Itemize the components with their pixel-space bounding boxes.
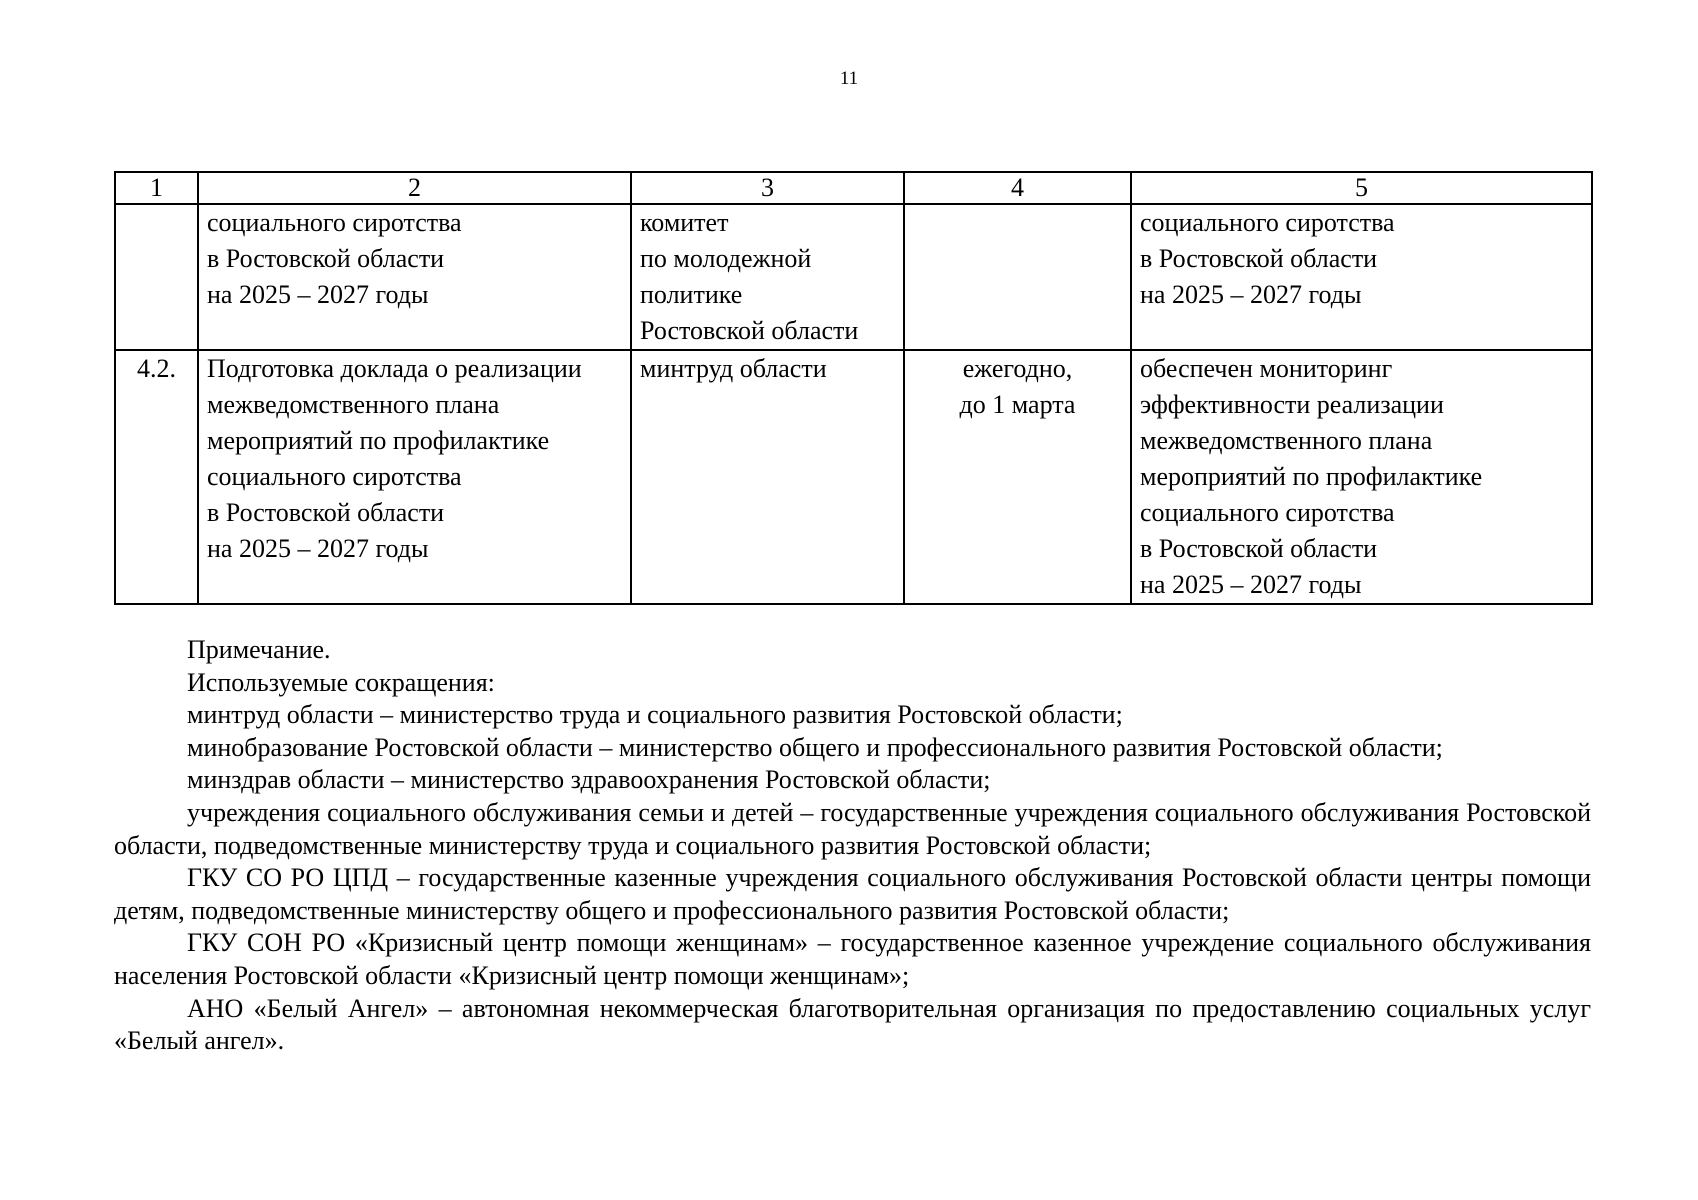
deadline-line: ежегодно, bbox=[962, 354, 1073, 383]
executor-line: минтруд области bbox=[640, 354, 827, 383]
result-cell bbox=[1131, 204, 1592, 350]
event-line: на 2025 – 2027 годы bbox=[207, 534, 429, 563]
result-line: социального сиротства bbox=[1140, 498, 1395, 527]
event-line: социального сиротства bbox=[207, 208, 462, 237]
result-line: на 2025 – 2027 годы bbox=[1140, 280, 1362, 309]
notes-subtitle: Используемые сокращения: bbox=[187, 667, 495, 697]
plan-table bbox=[114, 171, 1593, 605]
row-number: 4.2. bbox=[137, 354, 176, 383]
abbreviation-item: АНО «Белый Ангел» – автономная некоммерческая благотворительная организация по предоставлению социальных услуг «Белый ангел». bbox=[114, 993, 1591, 1056]
result-line: на 2025 – 2027 годы bbox=[1140, 570, 1362, 599]
table-row bbox=[115, 350, 1592, 604]
column-header: 2 bbox=[198, 172, 631, 204]
table-row bbox=[115, 204, 1592, 350]
notes-section bbox=[114, 634, 1591, 1058]
executor-line: комитет bbox=[640, 208, 729, 237]
result-line: в Ростовской области bbox=[1140, 534, 1378, 563]
column-header: 3 bbox=[631, 172, 904, 204]
event-line: Подготовка доклада о реализации bbox=[207, 354, 582, 383]
event-line: в Ростовской области bbox=[207, 498, 445, 527]
abbreviation-item: ГКУ СО РО ЦПД – государственные казенные учреждения социального обслуживания Ростовской области центры помощи детям, подведомственные министерству общего и профессионального развития Ростовской области; bbox=[114, 863, 1591, 925]
event-cell bbox=[198, 204, 631, 350]
abbreviation-item: минздрав области – министерство здравоохранения Ростовской области; bbox=[187, 765, 991, 795]
result-line: обеспечен мониторинг bbox=[1140, 354, 1393, 383]
event-line: мероприятий по профилактике bbox=[207, 426, 550, 455]
result-line: в Ростовской области bbox=[1140, 244, 1378, 273]
row-number-cell bbox=[115, 350, 198, 604]
event-line: социального сиротства bbox=[207, 462, 462, 491]
deadline-line: до 1 марта bbox=[959, 390, 1076, 419]
event-line: межведомственного плана bbox=[207, 390, 500, 419]
executor-line: политике bbox=[640, 280, 743, 309]
result-line: мероприятий по профилактике bbox=[1140, 462, 1483, 491]
event-line: на 2025 – 2027 годы bbox=[207, 280, 429, 309]
column-header: 4 bbox=[904, 172, 1131, 204]
abbreviation-item: минобразование Ростовской области – министерство общего и профессионального развития Ростовской области; bbox=[187, 732, 1443, 762]
abbreviation-item: учреждения социального обслуживания семьи и детей – государственные учреждения социального обслуживания Ростовской области, подведомственные министерству труда и социального развития Ростовской области; bbox=[114, 797, 1591, 860]
column-header: 5 bbox=[1131, 172, 1592, 204]
column-header: 1 bbox=[115, 172, 198, 204]
result-line: социального сиротства bbox=[1140, 208, 1395, 237]
row-number-cell bbox=[115, 204, 198, 350]
deadline-cell bbox=[904, 204, 1131, 350]
executor-line: Ростовской области bbox=[640, 316, 859, 345]
event-line: в Ростовской области bbox=[207, 244, 445, 273]
table-header-row bbox=[115, 172, 1592, 204]
abbreviation-item: минтруд области – министерство труда и социального развития Ростовской области; bbox=[187, 700, 1123, 730]
result-line: эффективности реализации bbox=[1140, 390, 1444, 419]
executor-cell bbox=[631, 350, 904, 604]
result-cell bbox=[1131, 350, 1592, 604]
event-cell bbox=[198, 350, 631, 604]
notes-title: Примечание. bbox=[187, 635, 331, 664]
deadline-cell bbox=[904, 350, 1131, 604]
abbreviation-item: ГКУ СОН РО «Кризисный центр помощи женщинам» – государственное казенное учреждение социального обслуживания населения Ростовской области «Кризисный центр помощи женщинам»; bbox=[114, 928, 1591, 990]
executor-line: по молодежной bbox=[640, 244, 812, 273]
page-number: 11 bbox=[839, 68, 859, 89]
executor-cell bbox=[631, 204, 904, 350]
result-line: межведомственного плана bbox=[1140, 426, 1433, 455]
